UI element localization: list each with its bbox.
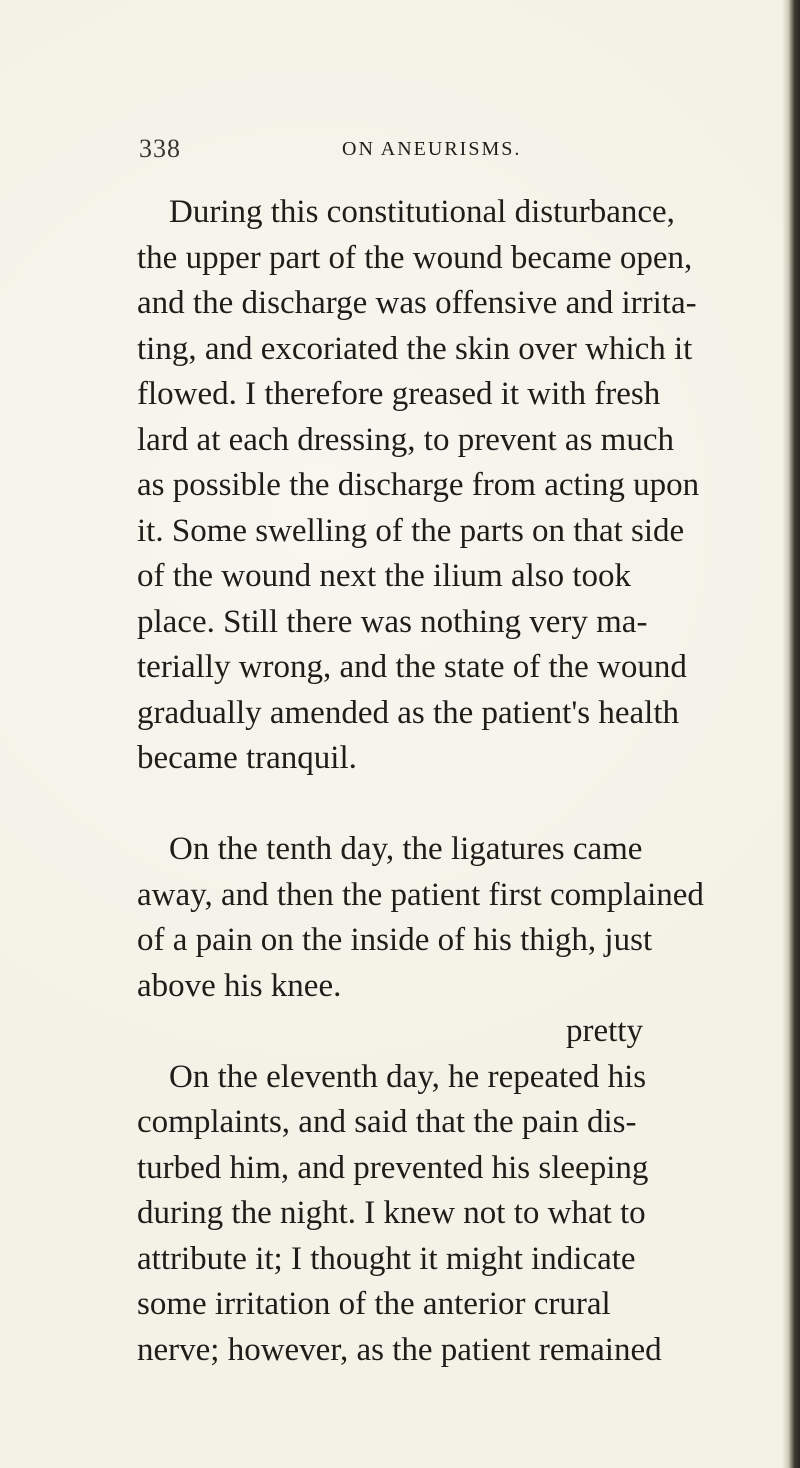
text-line: of the wound next the ilium also took (137, 558, 632, 594)
text-line: place. Still there was nothing very ma- (137, 603, 648, 640)
running-head (139, 134, 699, 168)
text-line: On the tenth day, the ligatures came (169, 831, 643, 867)
text-line: it. Some swelling of the parts on that side (137, 512, 685, 549)
text-line: above his knee. (137, 967, 342, 1004)
text-line: lard at each dressing, to prevent as much (137, 421, 674, 458)
text-line: during the night. I knew not to what to (137, 1195, 646, 1231)
text-line: away, and then the patient first complained (137, 876, 704, 913)
text-line: During this constitutional disturbance, (169, 194, 675, 230)
text-line: some irritation of the anterior crural (137, 1286, 611, 1322)
running-title: ON ANEURISMS. (342, 138, 522, 160)
text-line: became tranquil. (137, 740, 357, 776)
text-line: On the eleventh day, he repeated his (169, 1058, 647, 1095)
page-edge-shadow (782, 0, 800, 1468)
paragraph-gap (137, 782, 727, 828)
catchword: pretty (566, 1013, 643, 1049)
text-line: attribute it; I thought it might indicate (137, 1240, 636, 1277)
text-line: terially wrong, and the state of the wound (137, 649, 687, 685)
paragraph-3 (137, 1055, 727, 1374)
text-line: the upper part of the wound became open, (137, 239, 693, 276)
text-line: ting, and excoriated the skin over which it (137, 330, 693, 367)
text-line: and the discharge was offensive and irrita- (137, 285, 697, 321)
text-line: turbed him, and prevented his sleeping (137, 1149, 649, 1186)
text-line: of a pain on the inside of his thigh, just (137, 922, 653, 958)
paragraph-1 (137, 190, 727, 782)
text-line: flowed. I therefore greased it with fresh (137, 376, 661, 412)
text-line: nerve; however, as the patient remained (137, 1331, 662, 1368)
paragraph-2 (137, 827, 727, 1009)
text-line: gradually amended as the patient's health (137, 694, 680, 731)
text-line: complaints, and said that the pain dis- (137, 1104, 637, 1140)
text-line: as possible the discharge from acting upon (137, 467, 700, 503)
page-number: 338 (139, 134, 181, 163)
body-text (137, 190, 727, 1373)
